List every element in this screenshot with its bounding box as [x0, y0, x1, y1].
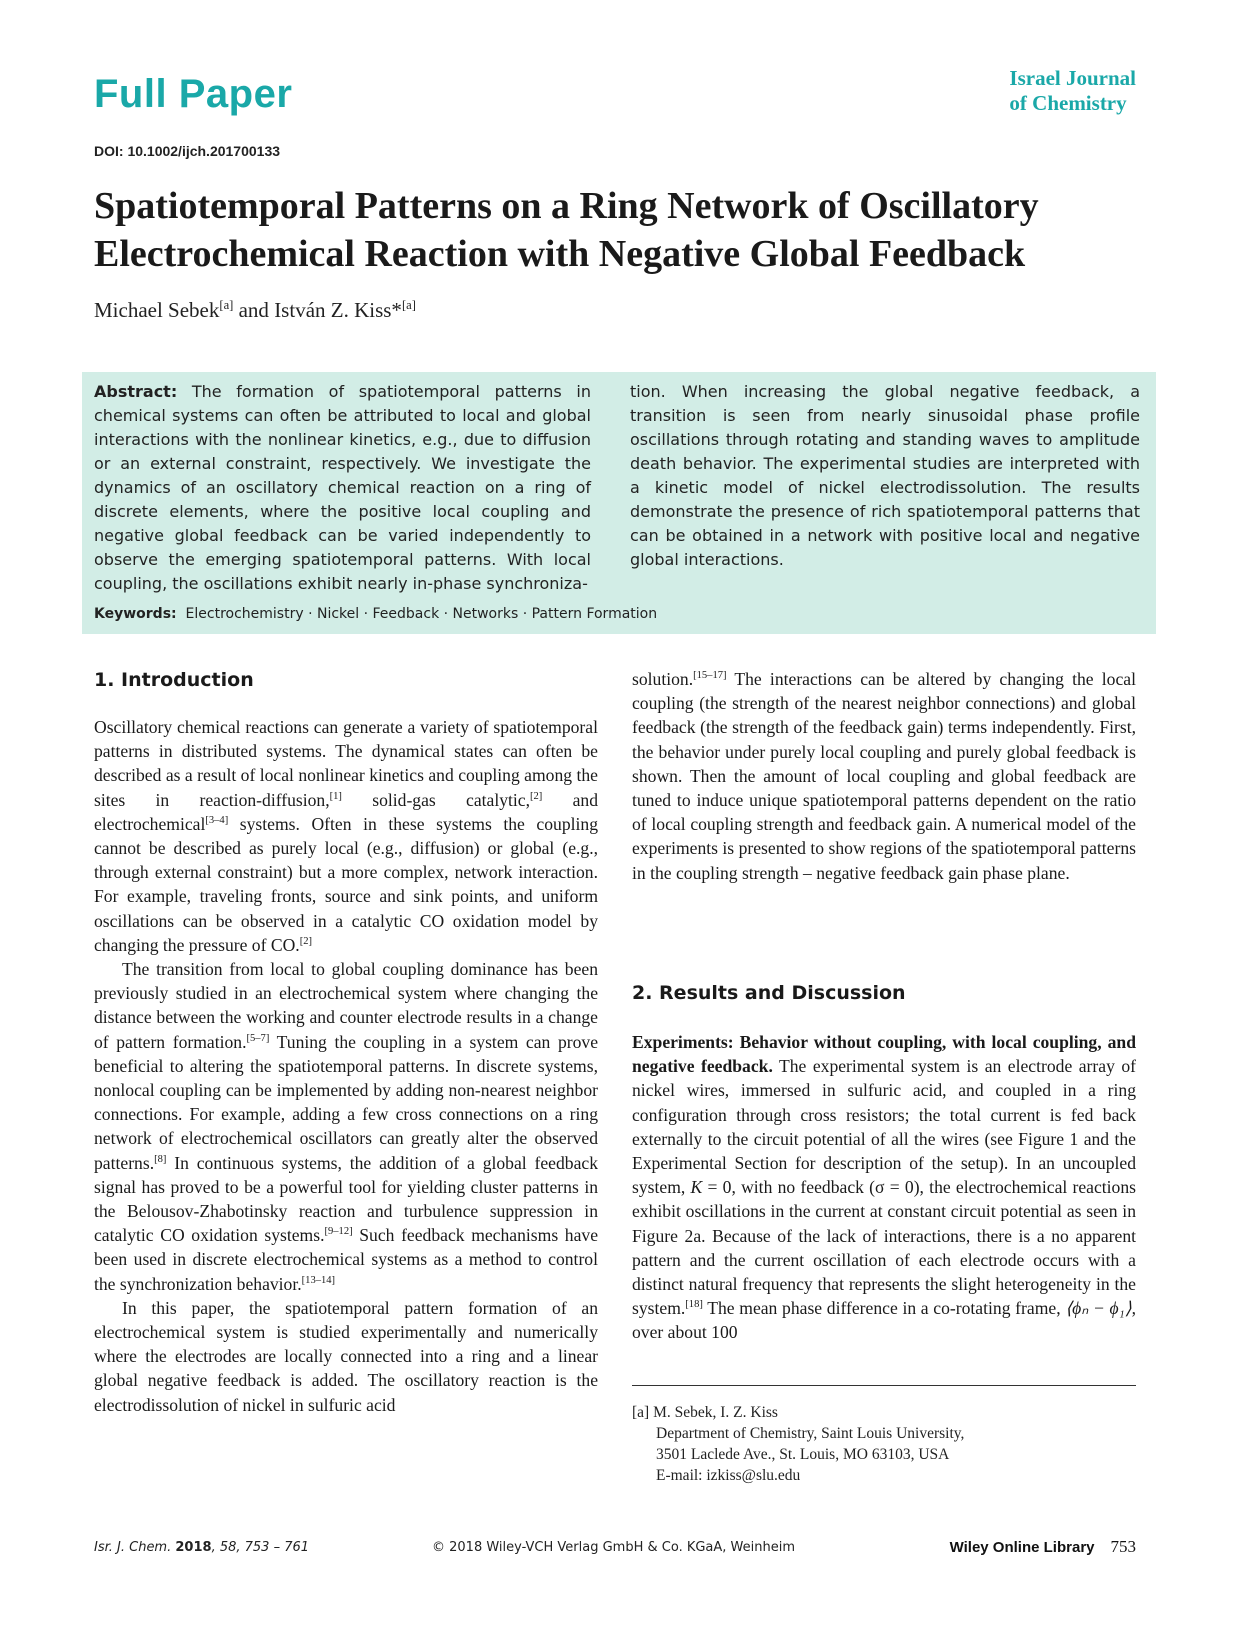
ref-link[interactable]: [5–7] [246, 1032, 270, 1044]
abstract-text-left: The formation of spatiotemporal patterns in chemical systems can often be attributed to local and global interactions with the nonlinear kinetics, e.g., due to diffusion or an external constraint, respectively. We investigate the dynamics of an oscillatory chemical reaction on a ring of discrete elements, where the positive local coupling and negative global feedback can be varied independently to observe the emerging spatiotemporal patterns. With local coupling, the oscillations exhibit nearly in-phase synchroniza- [94, 382, 591, 593]
ref-link[interactable]: [18] [685, 1299, 703, 1311]
affiliation-email[interactable]: E-mail: izkiss@slu.edu [656, 1467, 801, 1484]
authors [94, 298, 416, 323]
right-column-top [632, 667, 1136, 885]
journal-line-1: Israel Journal [1009, 66, 1136, 90]
keywords-list: Electrochemistry · Nickel · Feedback · Networks · Pattern Formation [185, 606, 658, 622]
copyright-footer: © 2018 Wiley-VCH Verlag GmbH & Co. KGaA, Weinheim [432, 1540, 796, 1555]
footnote-divider [632, 1385, 1136, 1386]
library-footer [950, 1537, 1136, 1557]
ref-link[interactable]: [15–17] [693, 670, 727, 682]
page-number: 753 [1110, 1537, 1136, 1556]
subsection-lead: Experiments: Behavior without coupling, with local coupling, and negative feedback. [632, 1032, 1136, 1077]
intro-paragraph-4: solution.[15–17] The interactions can be altered by changing the local coupling (the strength of the nearest neighbor connections) and global feedback (the strength of the feedback gain) terms independently. First, the behavior under purely local coupling and purely global feedback is shown. Then the amount of local coupling and global feedback are tuned to induce unique spatiotemporal patterns dependent on the ratio of local coupling strength and feedback gain. A numerical model of the experiments is presented to show regions of the spatiotemporal patterns in the coupling strength – negative feedback gain phase plane. [632, 669, 1136, 883]
results-paragraph-1: Experiments: Behavior without coupling, with local coupling, and negative feedback. The experimental system is an electrode array of nickel wires, immersed in sulfuric acid, and coupled in a ring configuration through cross resistors; the total current is fed back externally to the circuit potential of all the wires (see Figure 1 and the Experimental Section for description of the setup). In an uncoupled system, K = 0, with no feedback (σ = 0), the electrochemical reactions exhibit oscillations in the current at constant circuit potential as seen in Figure 2a. Because of the lack of interactions, there is a no apparent pattern and the current oscillation of each electrode occurs with a distinct natural frequency that represents the slight heterogeneity in the system.[18] The mean phase difference in a co-rotating frame, ⟨ϕₙ − ϕ₁⟩, over about 100 [632, 1032, 1137, 1343]
abstract-box [82, 372, 1156, 634]
affiliation-footnote [632, 1402, 964, 1486]
abstract-right-column: tion. When increasing the global negative feedback, a transition is seen from nearly sinusoidal phase profile oscillations through rotating and standing waves to amplitude death behavior. The experimental studies are interpreted with a kinetic model of nickel electrodissolution. The results demonstrate the presence of rich spatiotemporal patterns that can be obtained in a network with positive local and negative global interactions. [630, 382, 1140, 569]
keywords-label: Keywords: [94, 606, 177, 622]
heading-results: 2. Results and Discussion [632, 982, 906, 1004]
keywords [94, 606, 657, 622]
intro-paragraph-2: The transition from local to global coupling dominance has been previously studied in an electrochemical system where changing the distance between the working and counter electrode results in a change of pattern formation.[5–7] Tuning the coupling in a system can prove beneficial to altering the spatiotemporal patterns. In discrete systems, nonlocal coupling can be implemented by adding non-nearest neighbor connections. For example, adding a few cross connections on a ring network of electrochemical oscillators can greatly alter the observed patterns.[8] In continuous systems, the addition of a global feedback signal has proved to be a powerful tool for yielding cluster patterns in the Belousov-Zhabotinsky reaction and turbulence suppression in catalytic CO oxidation systems.[9–12] Such feedback mechanisms have been used in discrete electrochemical systems as a method to control the synchronization behavior.[13–14] [94, 959, 599, 1294]
author-1: Michael Sebek [94, 298, 220, 322]
results-body [632, 1030, 1136, 1345]
ref-link[interactable]: [3–4] [205, 814, 229, 826]
journal-name [1009, 66, 1136, 116]
doi[interactable]: DOI: 10.1002/ijch.201700133 [94, 143, 281, 159]
intro-paragraph-3: In this paper, the spatiotemporal pattern formation of an electrochemical system is studied experimentally and numerically where the electrodes are locally connected into a ring and a linear global negative feedback is added. The oscillatory reaction is the electrodissolution of nickel in sulfuric acid [94, 1297, 598, 1415]
journal-line-2: of Chemistry [1009, 91, 1127, 115]
phase-expression: ⟨ϕₙ − ϕ₁⟩ [1065, 1298, 1132, 1319]
paper-title: Spatiotemporal Patterns on a Ring Network of Oscillatory Electrochemical Reaction with Negative Global Feedback [94, 185, 1039, 275]
author-2: István Z. Kiss* [274, 298, 402, 322]
section-label: Full Paper [94, 72, 293, 116]
wiley-online-library-link[interactable]: Wiley Online Library [949, 1539, 1095, 1556]
ref-link[interactable]: [8] [154, 1153, 167, 1165]
author-2-affil: [a] [401, 298, 416, 312]
affiliation-department: Department of Chemistry, Saint Louis University, [656, 1425, 965, 1442]
citation-footer: Isr. J. Chem. 2018, 58, 753 – 761 [94, 1540, 310, 1555]
author-and: and [233, 298, 275, 322]
ref-link[interactable]: [1] [329, 790, 342, 802]
ref-link[interactable]: [9–12] [324, 1226, 353, 1238]
ref-link[interactable]: [2] [299, 935, 313, 947]
affiliation-authors: [a] M. Sebek, I. Z. Kiss [632, 1404, 778, 1421]
ref-link[interactable]: [2] [530, 790, 543, 802]
abstract-left-column [94, 380, 591, 596]
introduction-body [94, 715, 598, 1417]
ref-link[interactable]: [13–14] [301, 1274, 336, 1286]
abstract-label: Abstract: [94, 382, 178, 401]
affiliation-address: 3501 Laclede Ave., St. Louis, MO 63103, USA [656, 1446, 950, 1463]
author-1-affil: [a] [219, 298, 234, 312]
intro-paragraph-1: Oscillatory chemical reactions can generate a variety of spatiotemporal patterns in distributed systems. The dynamical states can often be described as a result of local nonlinear kinetics and coupling among the sites in reaction-diffusion,[1] solid-gas catalytic,[2] and electrochemical[3–4] systems. Often in these systems the coupling cannot be described as purely local (e.g., diffusion) or global (e.g., through external constraint) but a more complex, network interaction. For example, traveling fronts, source and sink points, and uniform oscillations can be observed in a catalytic CO oxidation model by changing the pressure of CO.[2] [94, 717, 599, 955]
heading-introduction: 1. Introduction [94, 669, 254, 691]
